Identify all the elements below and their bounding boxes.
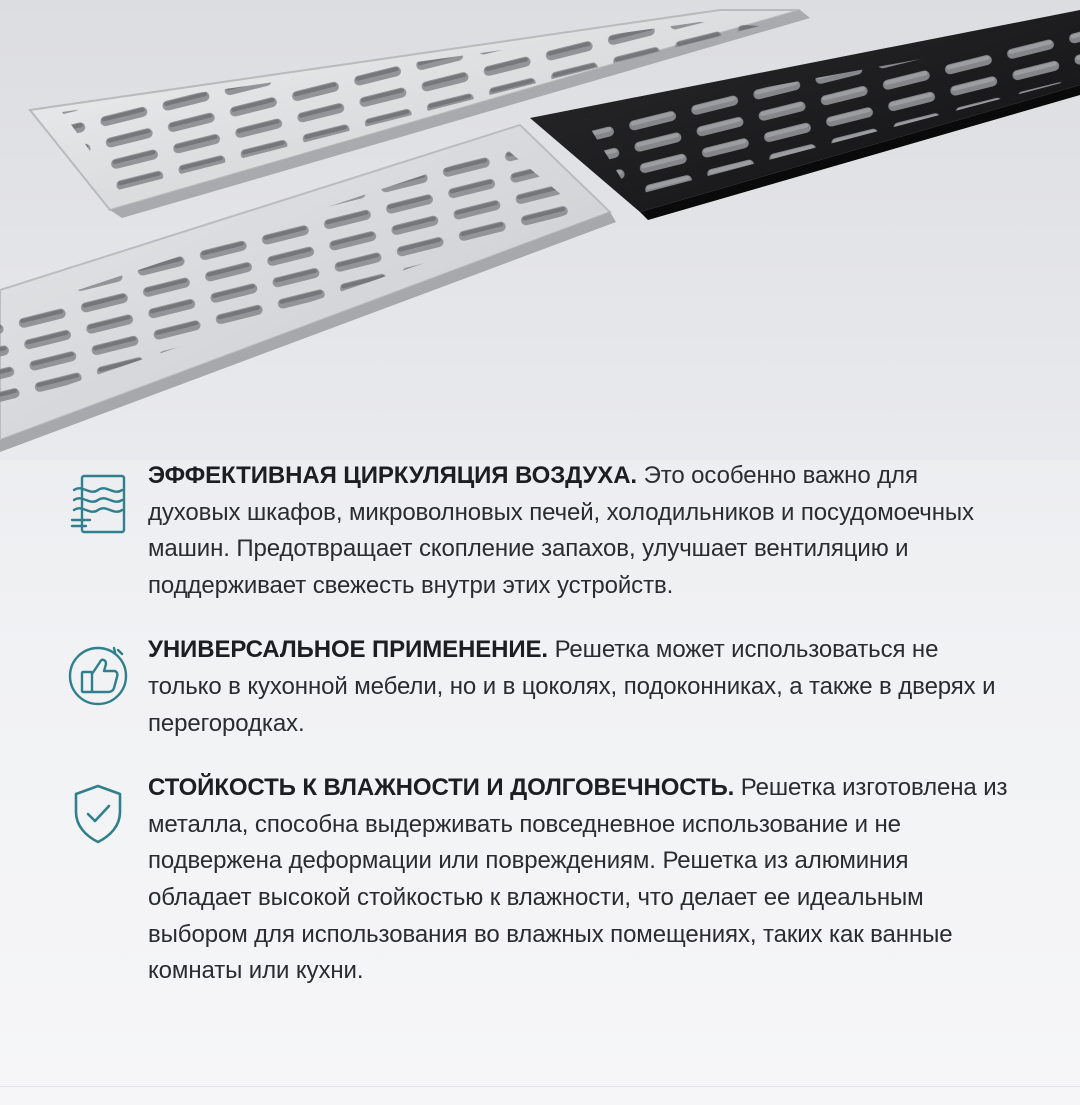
features-list (62, 458, 1012, 1018)
feature-universal-use-title: УНИВЕРСАЛЬНОЕ ПРИМЕНЕНИЕ. (148, 636, 548, 664)
thumbs-up-icon (62, 638, 134, 710)
feature-durability-title: СТОЙКОСТЬ К ВЛАЖНОСТИ И ДОЛГОВЕЧНОСТЬ. (148, 774, 735, 802)
shield-check-icon (62, 776, 134, 848)
feature-air-circulation-text (148, 458, 1012, 604)
bottom-divider (0, 1086, 1080, 1087)
feature-universal-use-text (148, 632, 1012, 742)
product-photo (0, 0, 1080, 460)
ventilation-grilles-illustration (0, 0, 1080, 460)
feature-air-circulation-title: ЭФФЕКТИВНАЯ ЦИРКУЛЯЦИЯ ВОЗДУХА. (148, 462, 637, 489)
air-flow-icon (62, 464, 134, 536)
feature-durability-body: Решетка изготовлена из металла, способна выдерживать повседневное использование и не подвержена деформации или повреждениям. Решетка из алюминия обладает высокой стойкостью к влажности, что делает ее идеальным выбором для использования во влажных помещениях, таких как ванные комнаты или кухни. (148, 774, 1008, 985)
feature-universal-use (62, 632, 1012, 742)
feature-air-circulation (62, 458, 1012, 604)
feature-air-circulation-body: Это особенно важно для духовых шкафов, микроволновых печей, холодильников и посудомоечных машин. Предотвращает скопление запахов, улучшает вентиляцию и поддерживает свежесть внутри этих устройств. (148, 462, 974, 599)
feature-universal-use-body: Решетка может использоваться не только в кухонной мебели, но и в цоколях, подоконниках, а также в дверях и перегородках. (148, 636, 996, 737)
feature-durability (62, 770, 1012, 990)
feature-durability-text (148, 770, 1012, 990)
